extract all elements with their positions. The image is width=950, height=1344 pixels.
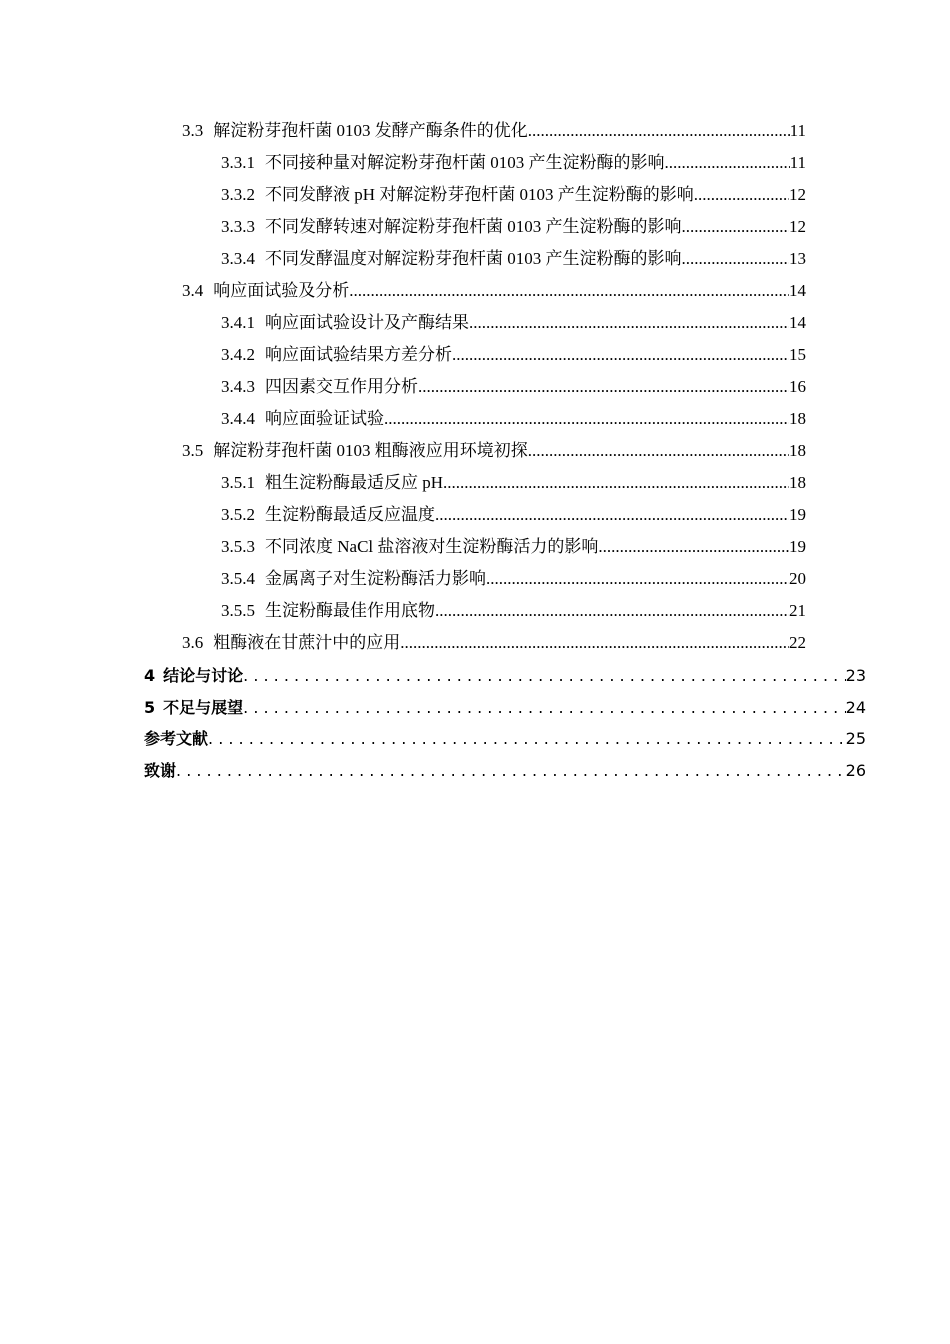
toc-entry-title: 响应面验证试验 bbox=[265, 409, 384, 428]
toc-entry-title: 致谢 bbox=[144, 761, 177, 780]
toc-entry-page: 15 bbox=[789, 345, 806, 364]
dot-leader bbox=[452, 344, 789, 366]
toc-entry-number: 3.5.4 bbox=[221, 569, 255, 588]
toc-entry-page: 19 bbox=[789, 505, 806, 524]
toc-entry-number: 3.4.4 bbox=[221, 409, 255, 428]
toc-entry[interactable] bbox=[221, 184, 806, 206]
dot-leader bbox=[528, 440, 789, 462]
toc-entry-number: 3.5.3 bbox=[221, 537, 255, 556]
toc-entry-page: 21 bbox=[789, 601, 806, 620]
toc-entry-page: 16 bbox=[789, 377, 806, 396]
toc-entry-number: 3.3.3 bbox=[221, 217, 255, 236]
toc-entry-page: 12 bbox=[789, 185, 806, 204]
toc-entry-page: 14 bbox=[789, 281, 806, 300]
toc-entry[interactable] bbox=[221, 600, 806, 622]
toc-entry-title: 响应面试验结果方差分析 bbox=[265, 345, 452, 364]
toc-entry-title: 解淀粉芽孢杆菌 0103 粗酶液应用环境初探 bbox=[213, 441, 528, 460]
toc-entry[interactable] bbox=[221, 568, 806, 590]
dot-leader bbox=[349, 280, 789, 302]
toc-entry[interactable] bbox=[221, 536, 806, 558]
dot-leader bbox=[243, 697, 845, 719]
toc-entry-title: 不同发酵温度对解淀粉芽孢杆菌 0103 产生淀粉酶的影响 bbox=[265, 249, 682, 268]
toc-entry-page: 25 bbox=[845, 729, 866, 748]
toc-entry[interactable] bbox=[221, 344, 806, 366]
toc-entry[interactable] bbox=[221, 216, 806, 238]
toc-entry[interactable] bbox=[221, 408, 806, 430]
toc-entry-number: 3.4 bbox=[182, 281, 204, 300]
toc-entry-page: 14 bbox=[789, 313, 806, 332]
toc-entry-page: 18 bbox=[789, 441, 806, 460]
dot-leader bbox=[418, 376, 789, 398]
toc-entry[interactable] bbox=[182, 440, 806, 462]
toc-entry-page: 23 bbox=[845, 666, 866, 685]
toc-entry[interactable] bbox=[221, 504, 806, 526]
toc-entry-title: 不同接种量对解淀粉芽孢杆菌 0103 产生淀粉酶的影响 bbox=[265, 153, 665, 172]
toc-entry-title: 结论与讨论 bbox=[163, 666, 244, 685]
toc-entry-title: 解淀粉芽孢杆菌 0103 发酵产酶条件的优化 bbox=[213, 121, 528, 140]
toc-entry-title: 不同发酵转速对解淀粉芽孢杆菌 0103 产生淀粉酶的影响 bbox=[265, 217, 682, 236]
toc-entry-title: 金属离子对生淀粉酶活力影响 bbox=[265, 569, 486, 588]
dot-leader bbox=[682, 216, 790, 238]
dot-leader bbox=[665, 152, 790, 174]
toc-entry[interactable] bbox=[182, 632, 806, 654]
toc-entry-page: 18 bbox=[789, 409, 806, 428]
toc-entry-title: 生淀粉酶最适反应温度 bbox=[265, 505, 435, 524]
toc-entry[interactable] bbox=[182, 120, 806, 142]
toc-entry-number: 3.4.2 bbox=[221, 345, 255, 364]
toc-entry-number: 3.3.4 bbox=[221, 249, 255, 268]
toc-entry[interactable] bbox=[221, 472, 806, 494]
dot-leader bbox=[435, 600, 789, 622]
toc-entry-number: 3.5.2 bbox=[221, 505, 255, 524]
toc-entry[interactable] bbox=[221, 312, 806, 334]
toc-entry-title: 响应面试验及分析 bbox=[213, 281, 350, 300]
toc-entry-title: 粗生淀粉酶最适反应 pH bbox=[265, 473, 444, 492]
dot-leader bbox=[528, 120, 790, 142]
dot-leader bbox=[176, 760, 846, 782]
toc-entry-number: 3.3 bbox=[182, 121, 204, 140]
dot-leader bbox=[435, 504, 789, 526]
toc-entry-number: 3.3.2 bbox=[221, 185, 255, 204]
dot-leader bbox=[598, 536, 789, 558]
toc-entry-title: 粗酶液在甘蔗汁中的应用 bbox=[213, 633, 401, 652]
toc-entry-page: 20 bbox=[789, 569, 806, 588]
toc-entry-title: 参考文献 bbox=[144, 729, 209, 748]
toc-entry-page: 11 bbox=[789, 153, 806, 172]
toc-entry-page: 13 bbox=[789, 249, 806, 268]
toc-entry[interactable] bbox=[221, 376, 806, 398]
toc-entry-page: 26 bbox=[845, 761, 866, 780]
toc-entry[interactable] bbox=[182, 280, 806, 302]
toc-entry-number: 3.5.1 bbox=[221, 473, 255, 492]
dot-leader bbox=[443, 472, 789, 494]
dot-leader bbox=[243, 665, 845, 687]
toc-chapter-entry[interactable] bbox=[144, 728, 866, 750]
dot-leader bbox=[469, 312, 789, 334]
dot-leader bbox=[400, 632, 789, 654]
toc-entry-page: 11 bbox=[789, 121, 806, 140]
toc-entry-page: 18 bbox=[789, 473, 806, 492]
toc-entry-page: 24 bbox=[845, 698, 866, 717]
toc-entry-number: 3.4.3 bbox=[221, 377, 255, 396]
dot-leader bbox=[694, 184, 789, 206]
toc-entry-page: 19 bbox=[789, 537, 806, 556]
toc-entry-number: 3.4.1 bbox=[221, 313, 255, 332]
toc-chapter-entry[interactable] bbox=[144, 760, 866, 782]
toc-entry-title: 不同发酵液 pH 对解淀粉芽孢杆菌 0103 产生淀粉酶的影响 bbox=[265, 185, 694, 204]
toc-entry[interactable] bbox=[221, 152, 806, 174]
toc-chapter-entry[interactable] bbox=[144, 697, 866, 719]
toc-entry-title: 不同浓度 NaCl 盐溶液对生淀粉酶活力的影响 bbox=[265, 537, 599, 556]
toc-entry-number: 3.5.5 bbox=[221, 601, 255, 620]
toc-entry[interactable] bbox=[221, 248, 806, 270]
toc-entry-number: 3.3.1 bbox=[221, 153, 255, 172]
toc-entry-page: 22 bbox=[789, 633, 806, 652]
toc-entry-number: 5 bbox=[144, 698, 156, 717]
toc-entry-title: 四因素交互作用分析 bbox=[265, 377, 418, 396]
toc-entry-title: 响应面试验设计及产酶结果 bbox=[265, 313, 469, 332]
toc-entry-title: 不足与展望 bbox=[163, 698, 244, 717]
toc-entry-number: 3.5 bbox=[182, 441, 204, 460]
toc-entry-number: 3.6 bbox=[182, 633, 204, 652]
toc-entry-number: 4 bbox=[144, 666, 156, 685]
dot-leader bbox=[486, 568, 789, 590]
toc-entry-title: 生淀粉酶最佳作用底物 bbox=[265, 601, 435, 620]
toc-chapter-entry[interactable] bbox=[144, 665, 866, 687]
dot-leader bbox=[208, 728, 846, 750]
toc-entry-page: 12 bbox=[789, 217, 806, 236]
dot-leader bbox=[682, 248, 790, 270]
dot-leader bbox=[384, 408, 789, 430]
